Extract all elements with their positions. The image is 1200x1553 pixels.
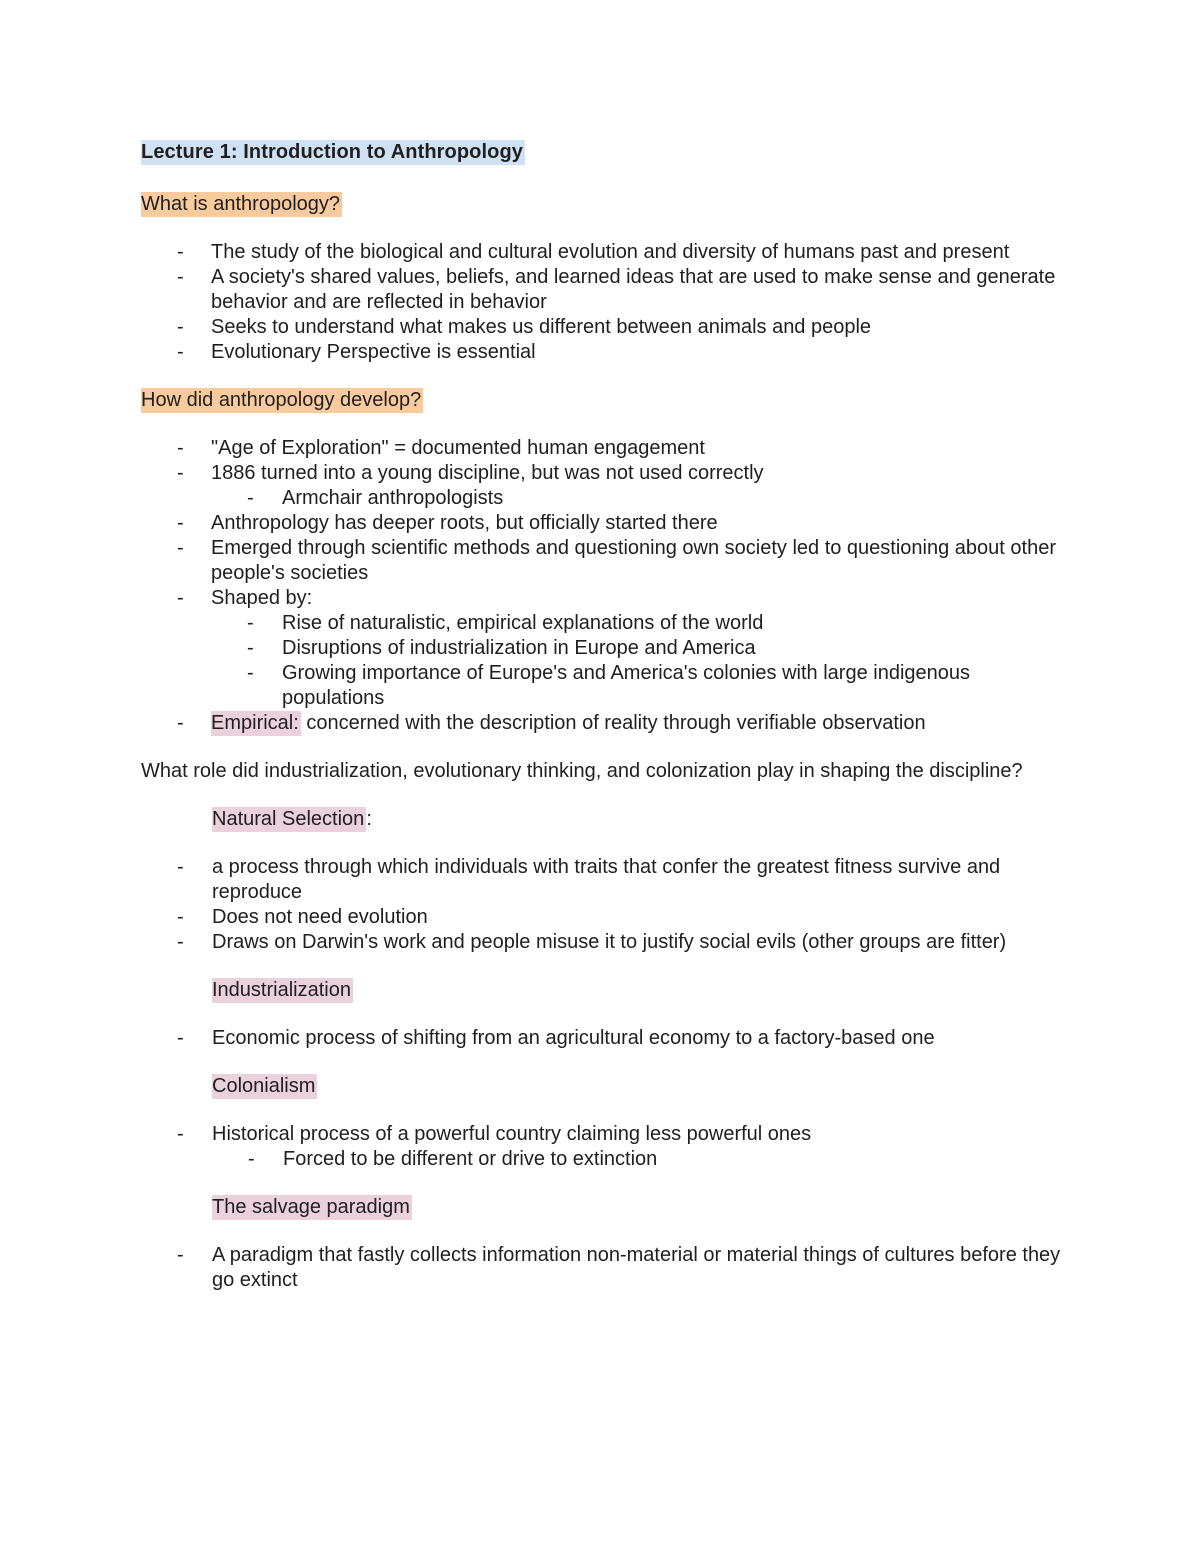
list-item: - A paradigm that fastly collects information non-material or material things of cultures before they go extinct — [141, 1243, 1061, 1293]
subsection-heading-salvage-paradigm: The salvage paradigm — [212, 1196, 410, 1218]
sub-list-item: - Growing importance of Europe's and America's colonies with large indigenous populations — [211, 661, 1061, 711]
sub-list-item: - Rise of naturalistic, empirical explanations of the world — [211, 611, 1061, 636]
subsection-heading-colonialism: Colonialism — [212, 1075, 316, 1097]
empirical-definition: concerned with the description of reality through verifiable observation — [300, 712, 926, 734]
list-item: - Emerged through scientific methods and questioning own society led to questioning about other people's societies — [141, 536, 1061, 586]
list-item-text: Shaped by: — [211, 587, 313, 609]
subsection-heading-industrialization: Industrialization — [212, 979, 351, 1001]
empirical-term: Empirical: — [211, 712, 299, 734]
list-item: - "Age of Exploration" = documented human engagement — [141, 436, 1061, 461]
section-heading-what-is: What is anthropology? — [141, 193, 341, 215]
list-item: - Seeks to understand what makes us different between animals and people — [141, 315, 1061, 340]
list-item — [141, 461, 1061, 511]
sub-list-item: - Forced to be different or drive to extinction — [212, 1147, 1061, 1172]
sub-list — [211, 486, 1061, 511]
sub-list — [211, 611, 1061, 711]
list-item: - The study of the biological and cultural evolution and diversity of humans past and present — [141, 240, 1061, 265]
what-is-list — [141, 240, 1061, 365]
list-item: - a process through which individuals with traits that confer the greatest fitness survive and reproduce — [141, 855, 1061, 905]
sub-list — [212, 1147, 1061, 1172]
subsection-heading-natural-selection: Natural Selection — [212, 808, 365, 830]
list-item — [141, 586, 1061, 711]
question-paragraph: What role did industrialization, evolutionary thinking, and colonization play in shaping the discipline? — [141, 760, 1023, 782]
heading-colon: : — [366, 808, 372, 830]
list-item: - Draws on Darwin's work and people misuse it to justify social evils (other groups are fitter) — [141, 930, 1061, 955]
how-develop-list — [141, 436, 1061, 736]
list-item: - Economic process of shifting from an agricultural economy to a factory-based one — [141, 1026, 1061, 1051]
sub-list-item: - Disruptions of industrialization in Europe and America — [211, 636, 1061, 661]
list-item-text: 1886 turned into a young discipline, but was not used correctly — [211, 462, 764, 484]
list-item: - Evolutionary Perspective is essential — [141, 340, 1061, 365]
list-item: - Anthropology has deeper roots, but officially started there — [141, 511, 1061, 536]
list-item — [141, 711, 1061, 736]
list-item — [141, 1122, 1061, 1172]
sub-list-item: - Armchair anthropologists — [211, 486, 1061, 511]
list-item: - A society's shared values, beliefs, and learned ideas that are used to make sense and generate behavior and are reflected in behavior — [141, 265, 1061, 315]
industrialization-list — [141, 1026, 1061, 1051]
colonialism-list — [141, 1122, 1061, 1172]
list-item: - Does not need evolution — [141, 905, 1061, 930]
section-heading-how-develop: How did anthropology develop? — [141, 389, 422, 411]
salvage-paradigm-list — [141, 1243, 1061, 1293]
document-page — [141, 140, 1061, 1293]
page-title: Lecture 1: Introduction to Anthropology — [141, 141, 524, 163]
list-item-text: Historical process of a powerful country claiming less powerful ones — [212, 1123, 812, 1145]
natural-selection-list — [141, 855, 1061, 955]
